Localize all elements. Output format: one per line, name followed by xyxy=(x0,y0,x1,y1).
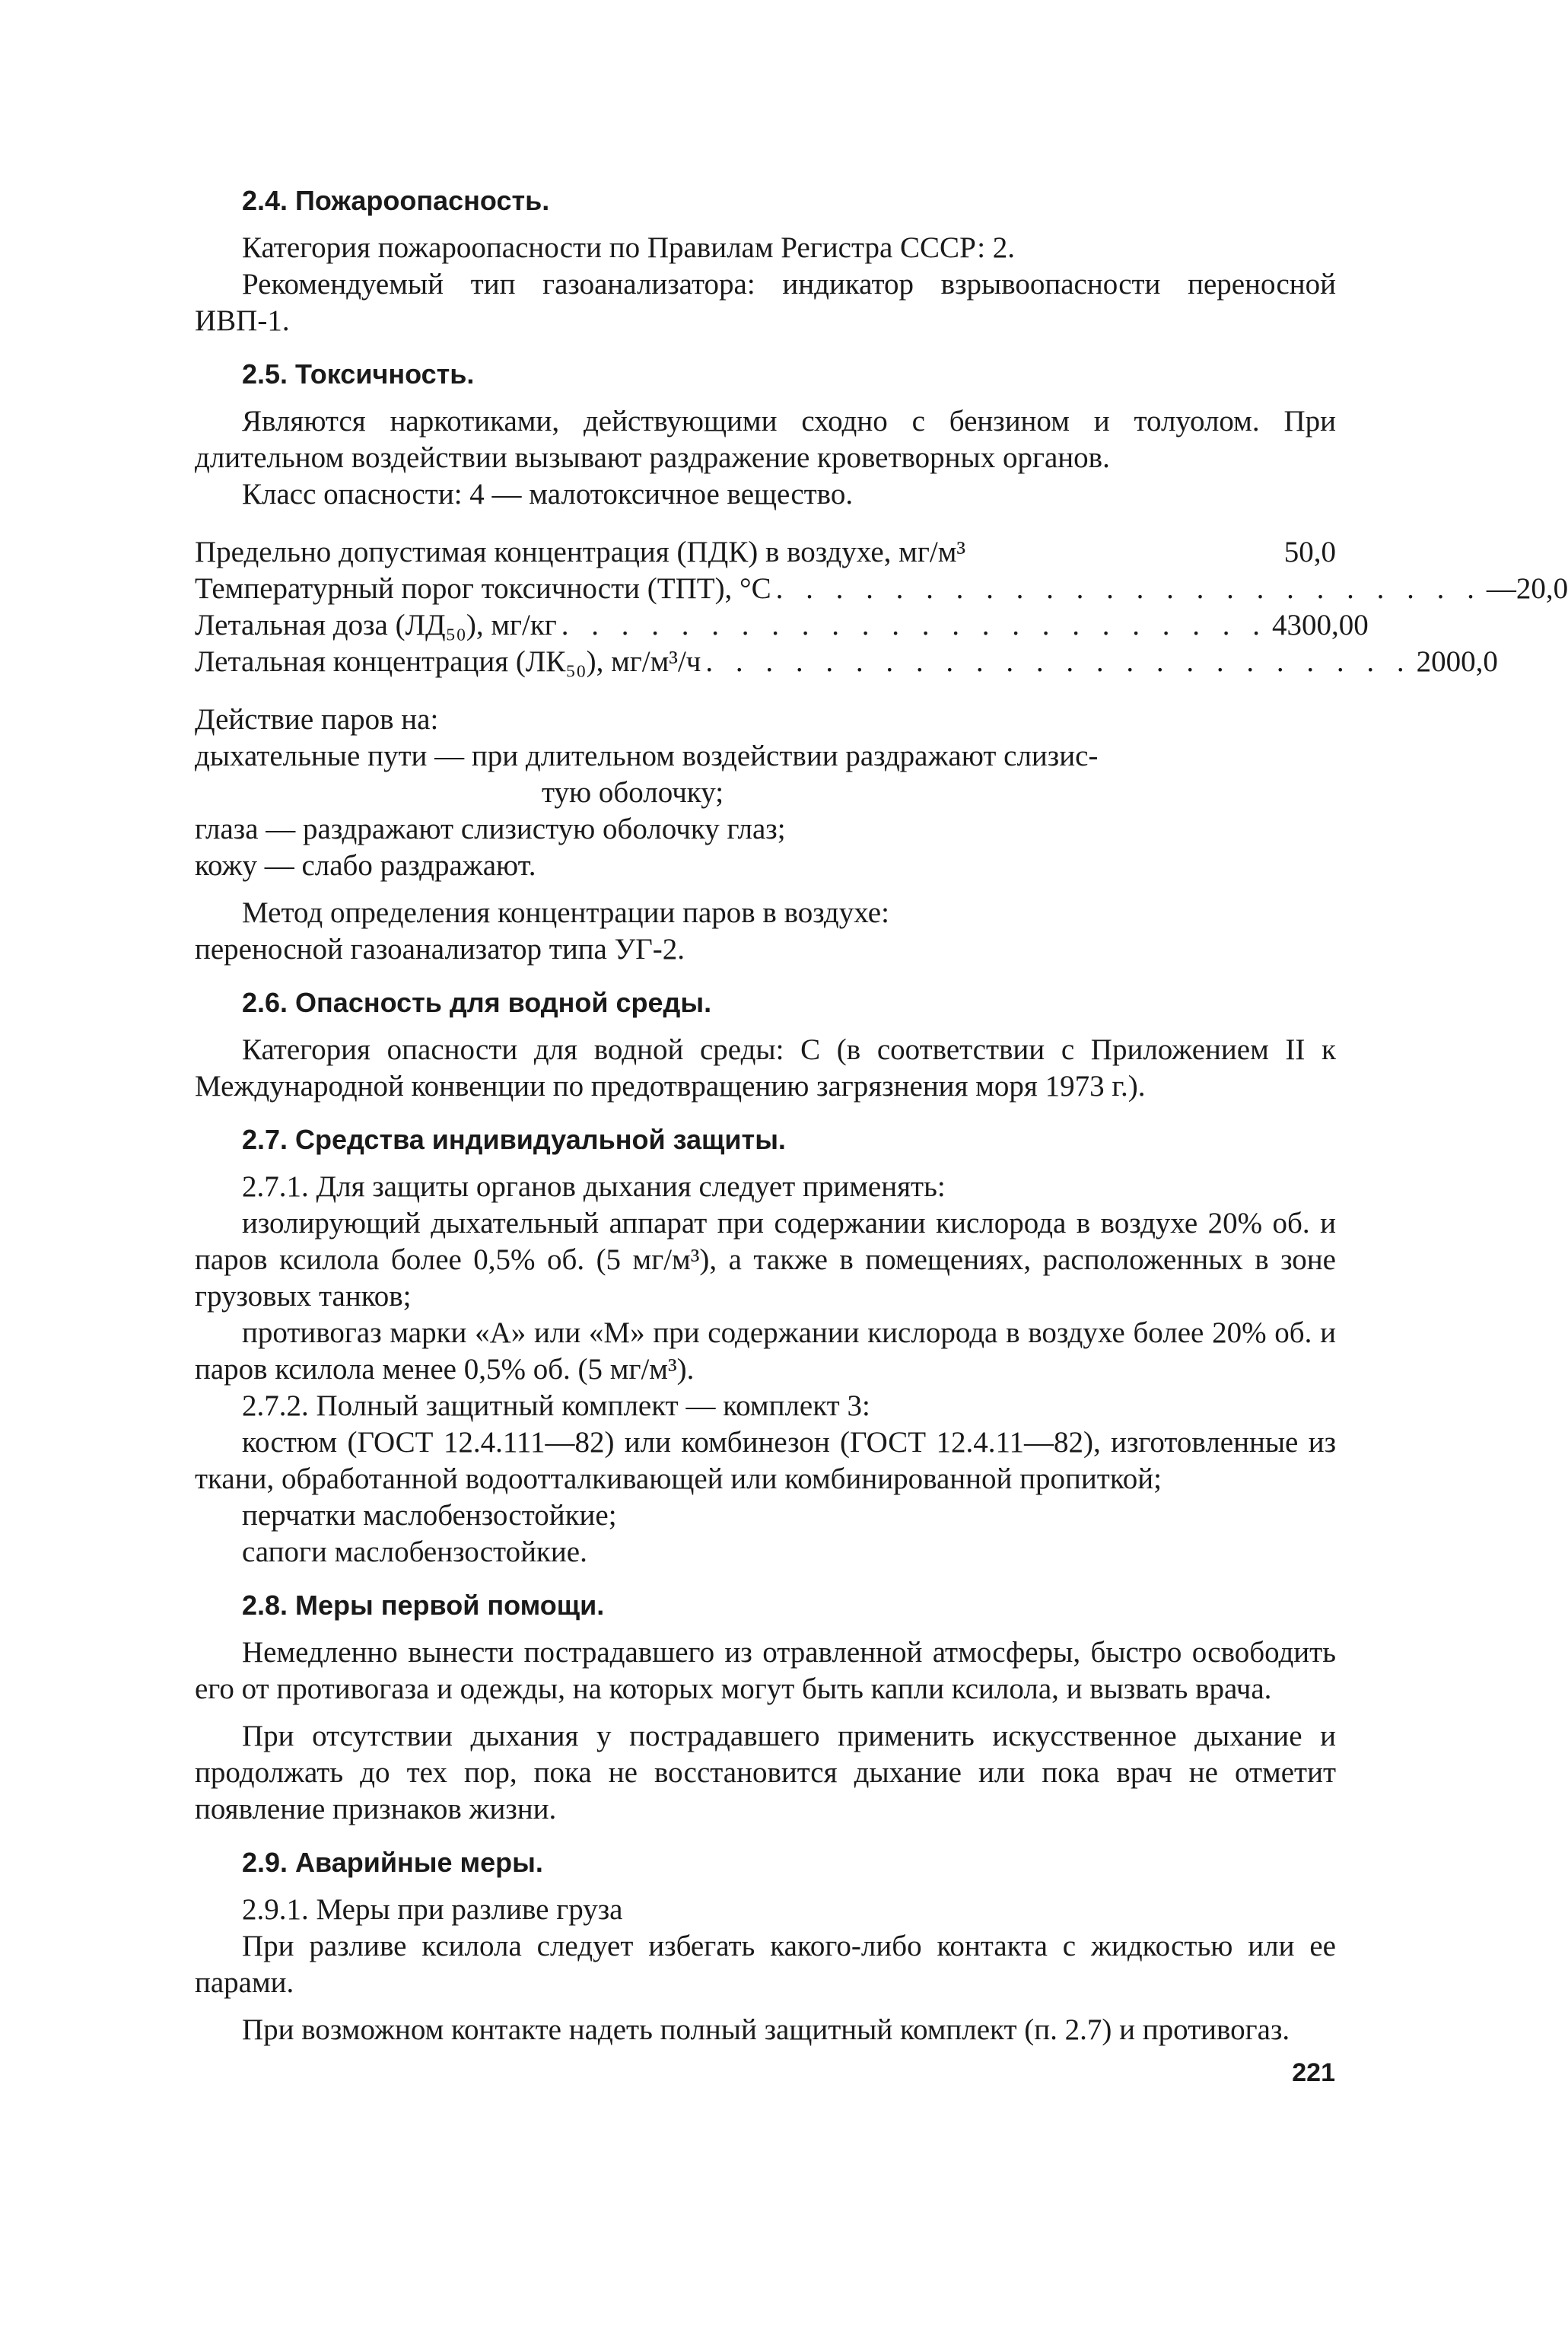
table-row xyxy=(195,571,1568,607)
row-label: Предельно допустимая концентрация (ПДК) в воздухе, мг/м³ xyxy=(195,536,966,568)
row-value: —20,0 xyxy=(1486,572,1568,605)
vapors-item: кожу — слабо раздражают. xyxy=(195,849,536,882)
row-label: Температурный порог токсичности (ТПТ), °С xyxy=(195,572,771,605)
paragraph: Являются наркотиками, действующими сходно с бензином и толуолом. При длительном воздействии вызывают раздражение кроветворных органов. xyxy=(195,405,1336,474)
paragraph: костюм (ГОСТ 12.4.111—82) или комбинезон (ГОСТ 12.4.11—82), изготовленные из ткани, обработанной водоотталкивающей или комбинированной пропиткой; xyxy=(195,1426,1336,1495)
table-row xyxy=(195,607,1369,644)
paragraph: 2.7.1. Для защиты органов дыхания следует применять: xyxy=(242,1170,946,1203)
row-label: Летальная концентрация (ЛК₅₀), мг/м³/ч xyxy=(195,645,701,678)
vapors-item: глаза — раздражают слизистую оболочку глаз; xyxy=(195,813,786,845)
section-heading-2-4: 2.4. Пожароопасность. xyxy=(242,185,550,216)
paragraph: При отсутствии дыхания у пострадавшего применить искусственное дыхание и продолжать до тех пор, пока не восстановится дыхание или пока врач не отметит появление признаков жизни. xyxy=(195,1720,1336,1825)
paragraph: Категория опасности для водной среды: С (в соответствии с Приложением II к Международной конвенции по предотвращению загрязнения моря 1973 г.). xyxy=(195,1033,1336,1103)
page-content xyxy=(195,183,1568,2048)
vapors-title: Действие паров на: xyxy=(195,703,439,736)
paragraph: сапоги маслобензостойкие. xyxy=(242,1536,587,1568)
paragraph: Класс опасности: 4 — малотоксичное вещество. xyxy=(242,478,854,511)
paragraph: переносной газоанализатор типа УГ-2. xyxy=(195,933,685,966)
paragraph: противогаз марки «А» или «М» при содержании кислорода в воздухе более 20% об. и паров ксилола менее 0,5% об. (5 мг/м³). xyxy=(195,1316,1336,1386)
leader-dots: . . . . . . . . . . . . . . . . . . . . . . . . xyxy=(705,645,1412,678)
paragraph: При разливе ксилола следует избегать какого-либо контакта с жидкостью или ее парами. xyxy=(195,1930,1336,1999)
paragraph: изолирующий дыхательный аппарат при содержании кислорода в воздухе 20% об. и паров ксилола более 0,5% об. (5 мг/м³), а также в помещениях, расположенных в зоне грузовых танков; xyxy=(195,1207,1336,1313)
table-row xyxy=(195,534,1336,571)
leader-dots: . . . . . . . . . . . . . . . . . . . . . . . . xyxy=(561,609,1268,641)
section-heading-2-9: 2.9. Аварийные меры. xyxy=(242,1847,543,1878)
vapors-item-continuation: тую оболочку; xyxy=(542,776,724,809)
paragraph: Категория пожароопасности по Правилам Регистра СССР: 2. xyxy=(242,231,1016,264)
vapors-item: дыхательные пути — при длительном воздействии раздражают слизис- xyxy=(195,740,1099,772)
toxicity-table xyxy=(195,534,1568,680)
section-heading-2-8: 2.8. Меры первой помощи. xyxy=(242,1590,605,1621)
section-heading-2-6: 2.6. Опасность для водной среды. xyxy=(242,987,712,1018)
leader-dots: . . . . . . . . . . . . . . . . . . . . . . . . xyxy=(775,572,1482,605)
section-heading-2-7: 2.7. Средства индивидуальной защиты. xyxy=(242,1124,786,1155)
row-label: Летальная доза (ЛД₅₀), мг/кг xyxy=(195,609,557,641)
paragraph: перчатки маслобензостойкие; xyxy=(242,1499,617,1532)
paragraph: При возможном контакте надеть полный защитный комплект (п. 2.7) и противогаз. xyxy=(242,2013,1290,2046)
row-value: 4300,00 xyxy=(1272,609,1369,641)
paragraph: Метод определения концентрации паров в воздухе: xyxy=(242,896,889,929)
page-number: 221 xyxy=(1292,2058,1335,2087)
paragraph: Рекомендуемый тип газоанализатора: индикатор взрывоопасности переносной ИВП-1. xyxy=(195,268,1336,337)
table-row xyxy=(195,644,1498,680)
section-heading-2-5: 2.5. Токсичность. xyxy=(242,358,475,390)
paragraph: Немедленно вынести пострадавшего из отравленной атмосферы, быстро освободить его от противогаза и одежды, на которых могут быть капли ксилола, и вызвать врача. xyxy=(195,1636,1336,1705)
row-value: 50,0 xyxy=(1283,536,1336,568)
paragraph: 2.9.1. Меры при разливе груза xyxy=(242,1893,623,1926)
paragraph: 2.7.2. Полный защитный комплект — комплект 3: xyxy=(242,1389,870,1422)
row-value: 2000,0 xyxy=(1416,645,1498,678)
